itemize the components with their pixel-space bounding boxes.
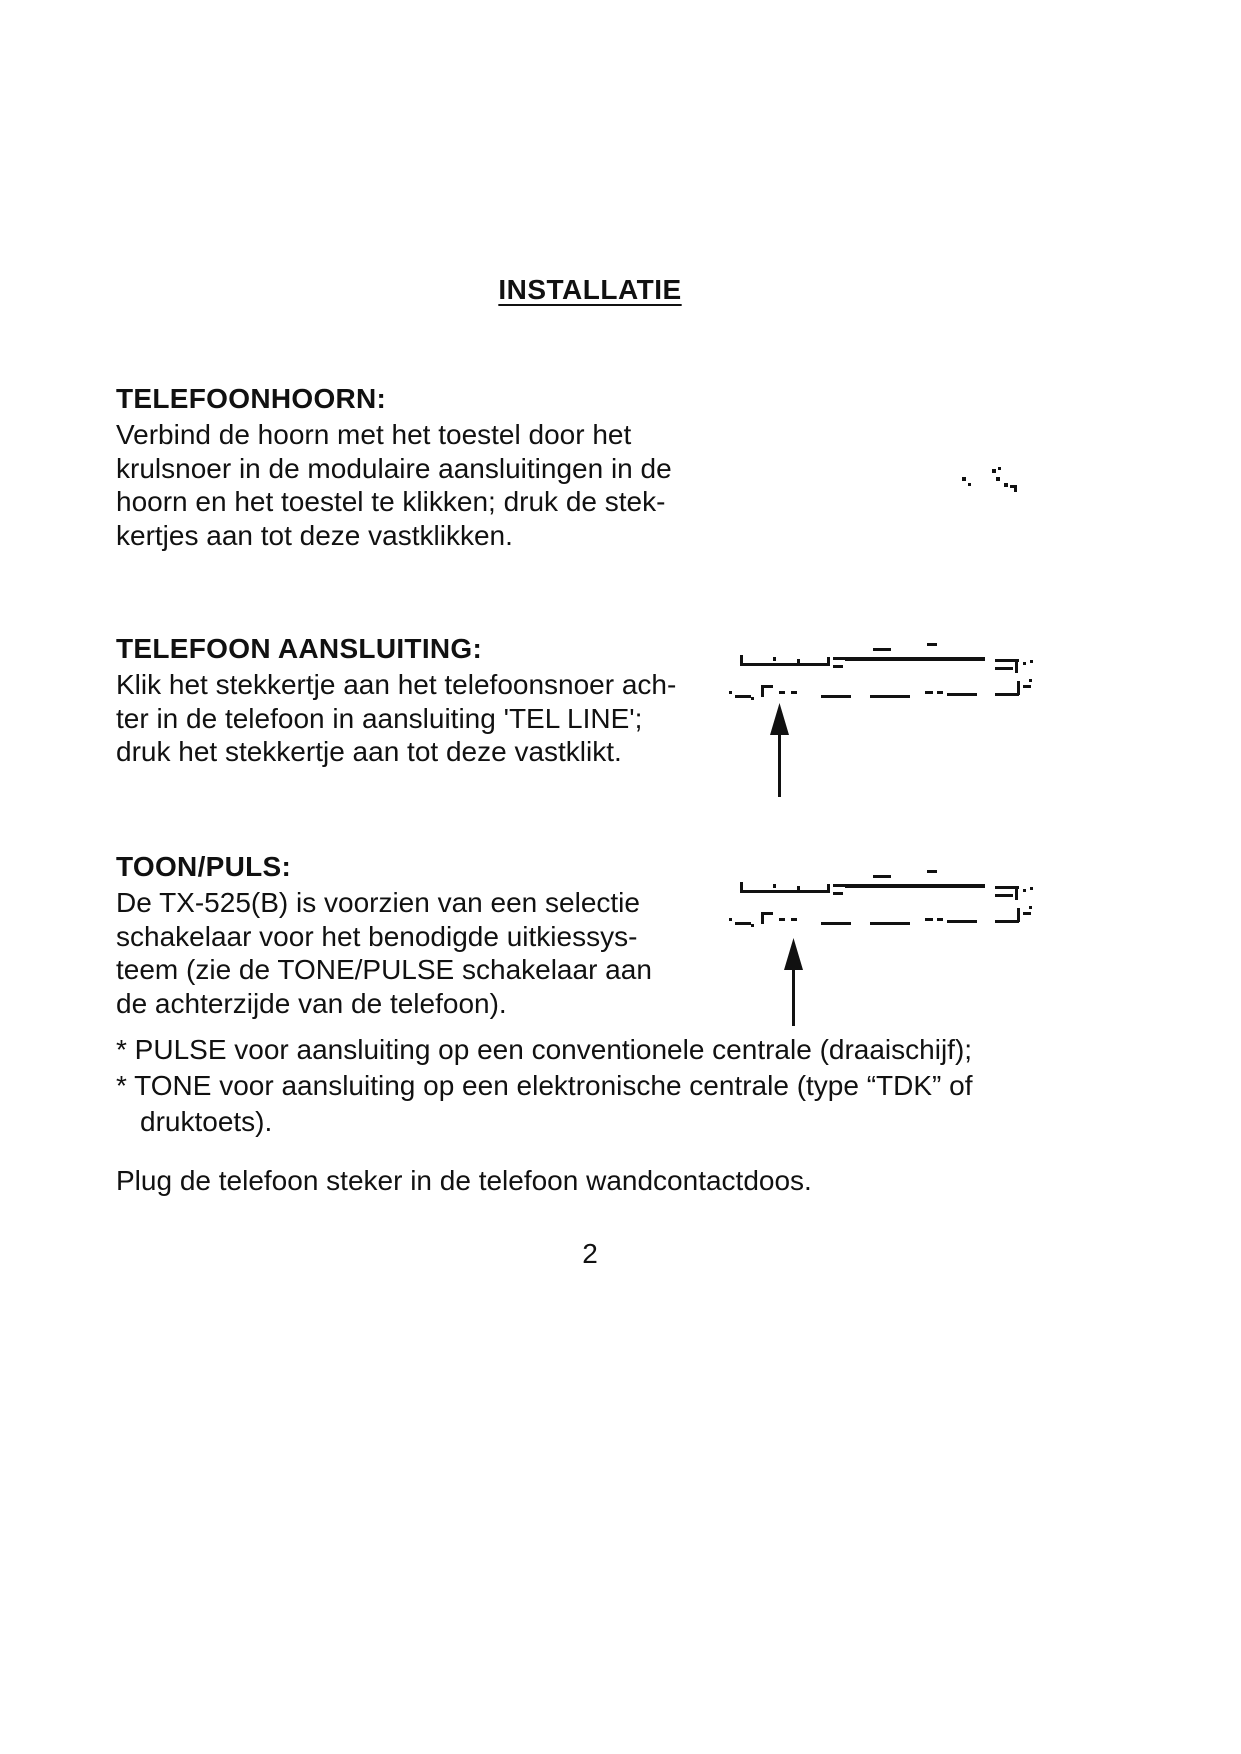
- section-heading-telefoonhoorn: TELEFOONHOORN:: [116, 383, 387, 414]
- list-item-pulse: * PULSE voor aansluiting op een conventionele centrale (draaischijf);: [116, 1034, 973, 1065]
- section-heading-aansluiting: TELEFOON AANSLUITING:: [116, 633, 483, 664]
- section-body-telefoonhoorn: Verbind de hoorn met het toestel door het krulsnoer in de modulaire aansluitingen in de hoorn en het toestel te klikken; druk de stek- kertjes aan tot deze vastklikken.: [116, 419, 672, 551]
- section-telefoon-aansluiting: [116, 630, 726, 769]
- page-number: 2: [582, 1238, 598, 1269]
- tel-line-connector-diagram: [725, 635, 1055, 805]
- diagram-dot: [968, 483, 971, 486]
- page-title: INSTALLATIE: [498, 274, 682, 305]
- section-toon-puls: [116, 848, 726, 1020]
- diagram-dot: [962, 477, 966, 481]
- section-body-toon-puls: De TX-525(B) is voorzien van een selectie schakelaar voor het benodigde uitkiessys- teem (zie de TONE/PULSE schakelaar aan de achterzijde van de telefoon).: [116, 887, 652, 1019]
- toon-puls-options-list: [116, 1032, 1076, 1140]
- list-item-tone: * TONE voor aansluiting op een elektronische centrale (type “TDK” of druktoets).: [116, 1070, 973, 1137]
- diagram-dot: [1004, 483, 1008, 487]
- diagram-dot: [992, 469, 996, 473]
- diagram-dot: [998, 467, 1001, 470]
- diagram-dot: [1014, 485, 1017, 492]
- section-body-aansluiting: Klik het stekkertje aan het telefoonsnoer ach- ter in de telefoon in aansluiting 'TEL LINE'; druk het stekkertje aan tot deze vastklikt.: [116, 669, 677, 767]
- handset-connector-diagram: [960, 465, 1030, 495]
- section-telefoonhoorn: [116, 380, 726, 552]
- tone-pulse-switch-diagram: [725, 862, 1055, 1032]
- section-heading-toon-puls: TOON/PULS:: [116, 851, 292, 882]
- diagram-dot: [996, 477, 1000, 481]
- plug-instruction: Plug de telefoon steker in de telefoon wandcontactdoos.: [116, 1165, 812, 1196]
